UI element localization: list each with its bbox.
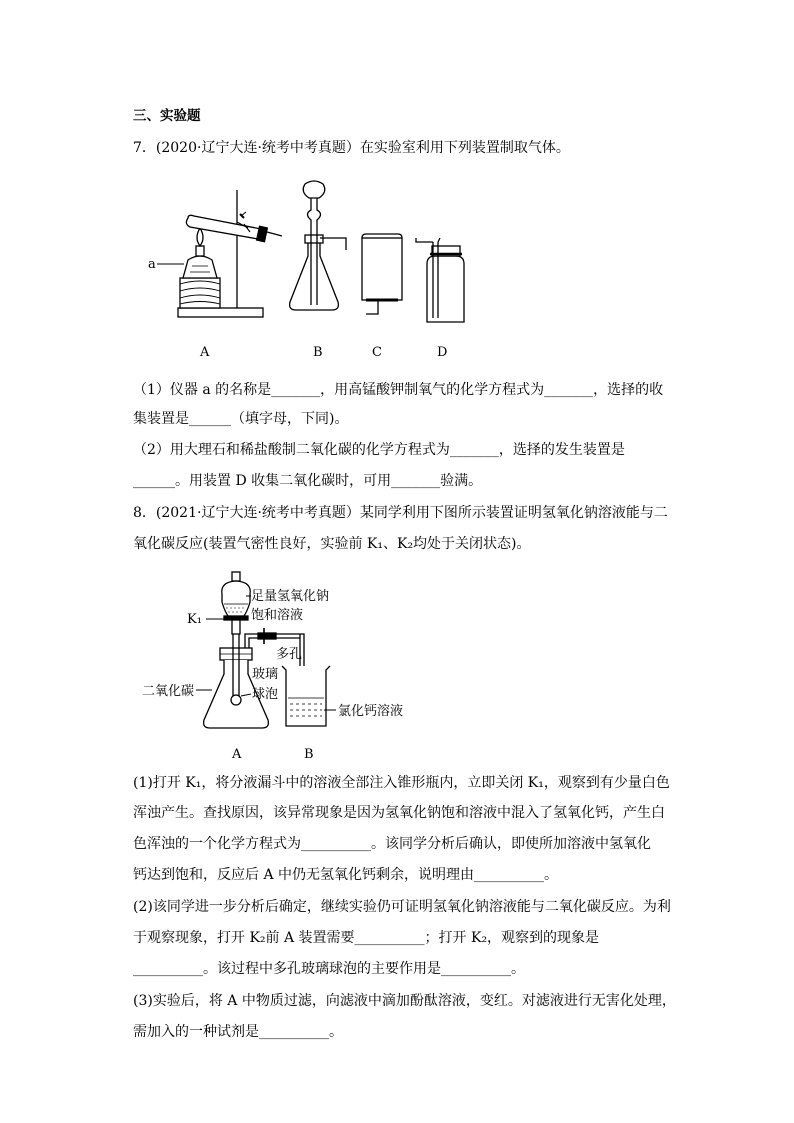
q8-p2-line2: 于观察现象，打开 K₂前 A 装置需要__________；打开 K₂，观察到的现象是 [133, 930, 600, 946]
section-heading: 三、实验题 [133, 108, 201, 124]
label-B: B [304, 747, 314, 762]
apparatus-b [290, 181, 346, 310]
funnel-label-line2: 饱和溶液 [251, 608, 304, 623]
q8-p1-line2: 浑浊产生。查找原因，该异常现象是因为氢氧化钠饱和溶液中混入了氢氧化钙，产生白 [133, 805, 665, 821]
q7-part2-line1: （2）用大理石和稀盐酸制二氧化碳的化学方程式为_______，选择的发生装置是 [133, 442, 625, 458]
bulb-label-line3: 球泡 [252, 687, 279, 702]
funnel-label-line1: 足量氢氧化钠 [251, 589, 330, 604]
q8-p1-line1: (1)打开 K₁，将分液漏斗中的溶液全部注入锥形瓶内，立即关闭 K₁，观察到有少量白色 [133, 775, 670, 791]
separatory-funnel [222, 572, 250, 634]
label-k1: K₁ [187, 612, 202, 627]
apparatus-d [416, 238, 464, 322]
q7-part1-line2: 集装置是______（填字母，下同)。 [133, 411, 349, 427]
apparatus-label-a: A [200, 345, 210, 360]
q7-part1-line1: （1）仪器 a 的名称是_______，用高锰酸钾制氧气的化学方程式为_______，选择的收 [133, 382, 664, 398]
gas-label: 二氧化碳 [142, 684, 195, 699]
q8-p3-line2: 需加入的一种试剂是__________。 [133, 1024, 343, 1040]
q7-part2-line2: ______。用装置 D 收集二氧化碳时，可用_______验满。 [133, 473, 483, 489]
bulb-label-line2: 玻璃 [252, 667, 279, 682]
apparatus-label-d: D [437, 345, 448, 360]
apparatus-c [362, 234, 402, 314]
q8-p1-line4: 钙达到饱和，反应后 A 中仍无氢氧化钙剩余，说明理由__________。 [133, 867, 559, 883]
apparatus-label-b: B [313, 345, 323, 360]
beaker-label: 氯化钙溶液 [338, 704, 404, 719]
beaker-b [282, 666, 330, 726]
bulb-label-line1: 多孔 [276, 647, 303, 662]
q7-apparatus-figure [140, 180, 500, 365]
q8-p2-line3: __________。该过程中多孔玻璃球泡的主要作用是__________。 [133, 961, 525, 977]
q8-stem-line1: 8．(2021·辽宁大连·统考中考真题）某同学利用下图所示装置证明氢氧化钠溶液能与二 [133, 505, 668, 521]
apparatus-a [178, 190, 282, 317]
q8-apparatus-figure [140, 570, 430, 765]
q8-stem-line2: 氧化碳反应(装置气密性良好，实验前 K₁、K₂均处于关闭状态)。 [133, 536, 531, 552]
label-A: A [232, 747, 242, 762]
q8-p1-line3: 色浑浊的一个化学方程式为__________。该同学分析后确认，即使所加溶液中氢氧化 [133, 836, 651, 852]
label-a: a [148, 257, 156, 272]
q8-p3-line1: (3)实验后，将 A 中物质过滤，向滤液中滴加酚酞溶液，变红。对滤液进行无害化处理， [133, 993, 676, 1009]
q7-stem: 7．(2020·辽宁大连·统考中考真题）在实验室利用下列装置制取气体。 [133, 140, 570, 156]
q8-p2-line1: (2)该同学进一步分析后确定，继续实验仍可证明氢氧化钠溶液能与二氧化碳反应。为利 [133, 899, 671, 915]
apparatus-label-c: C [372, 345, 382, 360]
